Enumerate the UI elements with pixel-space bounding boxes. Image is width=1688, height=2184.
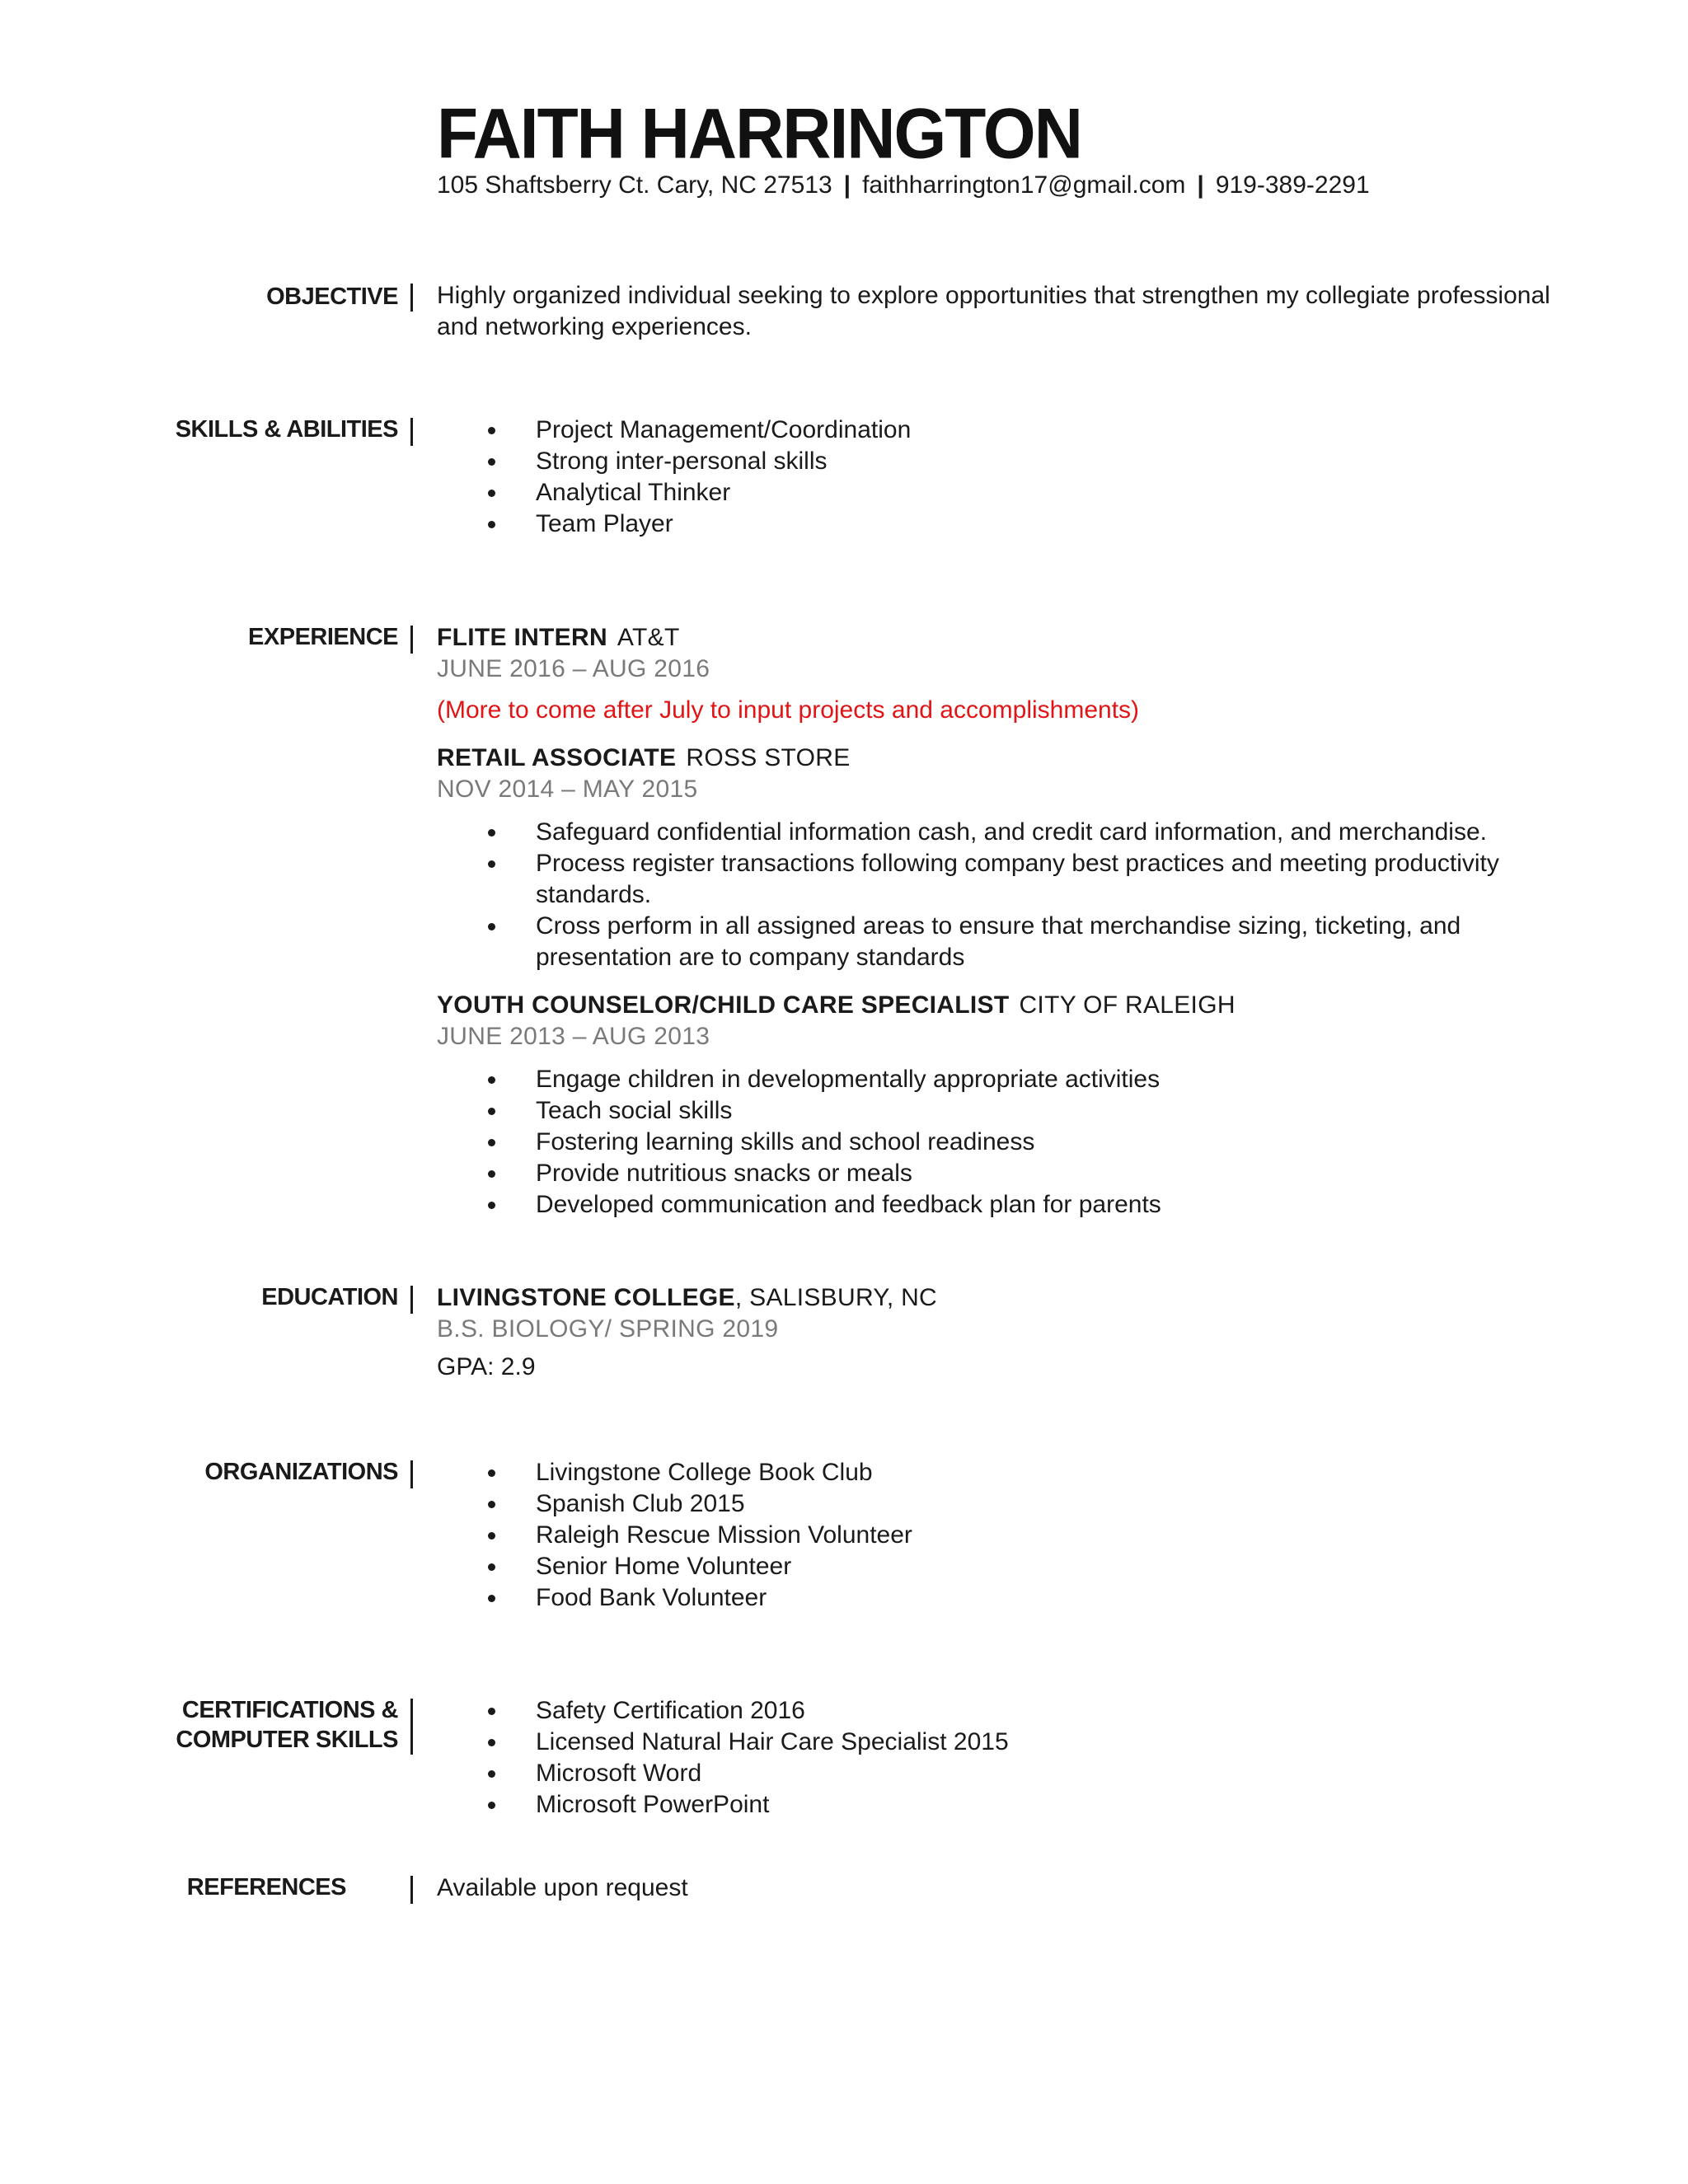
job-duties — [437, 817, 1533, 973]
job-dates: JUNE 2016 – AUG 2016 — [437, 655, 710, 682]
experience-label: EXPERIENCE — [248, 624, 398, 650]
list-item: Analytical Thinker — [437, 477, 1574, 509]
list-item: Fostering learning skills and school readiness — [437, 1127, 1574, 1158]
resume-name: FAITH HARRINGTON — [437, 94, 1081, 174]
objective-label: OBJECTIVE — [266, 284, 398, 310]
job-title: YOUTH COUNSELOR/CHILD CARE SPECIALIST — [437, 991, 1010, 1019]
list-item: Cross perform in all assigned areas to ensure that merchandise sizing, ticketing, and presentation are to company standards — [437, 911, 1533, 973]
job-title: FLITE INTERN — [437, 624, 607, 651]
list-item: Provide nutritious snacks or meals — [437, 1158, 1574, 1189]
experience-content — [437, 622, 1574, 1221]
list-item: Senior Home Volunteer — [437, 1551, 1574, 1582]
job-entry — [437, 743, 1574, 973]
job-dates: JUNE 2013 – AUG 2013 — [437, 1023, 710, 1050]
gpa: GPA: 2.9 — [437, 1353, 536, 1380]
job-title: RETAIL ASSOCIATE — [437, 744, 677, 771]
job-entry — [437, 622, 1574, 726]
list-item: Raleigh Rescue Mission Volunteer — [437, 1520, 1574, 1551]
list-item: Licensed Natural Hair Care Specialist 2015 — [437, 1727, 1574, 1758]
list-item: Food Bank Volunteer — [437, 1582, 1574, 1614]
email: faithharrington17@gmail.com — [862, 171, 1186, 199]
education-content — [437, 1282, 1574, 1383]
job-note: (More to come after July to input projects and accomplishments) — [437, 696, 1140, 724]
list-item: Microsoft Word — [437, 1758, 1574, 1789]
school-name: LIVINGSTONE COLLEGE — [437, 1284, 735, 1311]
certifications-label-line: CERTIFICATIONS & — [181, 1697, 398, 1723]
objective-text: Highly organized individual seeking to explore opportunities that strengthen my collegiate professional and networking experiences. — [437, 282, 1550, 340]
section-divider — [410, 1286, 413, 1314]
section-divider — [410, 1699, 413, 1755]
school-location: , SALISBURY, NC — [734, 1284, 938, 1311]
section-divider — [410, 1460, 413, 1488]
references-text: Available upon request — [437, 1874, 688, 1901]
list-item: Project Management/Coordination — [437, 415, 1574, 446]
list-item: Engage children in developmentally appropriate activities — [437, 1064, 1574, 1095]
job-entry — [437, 990, 1574, 1221]
list-item: Process register transactions following company best practices and meeting productivity standards. — [437, 848, 1533, 911]
certifications-list — [437, 1695, 1574, 1821]
list-item: Developed communication and feedback plan for parents — [437, 1189, 1574, 1221]
list-item: Safeguard confidential information cash, and credit card information, and merchandise. — [437, 817, 1533, 848]
organizations-content — [437, 1457, 1574, 1614]
organizations-list — [437, 1457, 1574, 1614]
references-content — [437, 1872, 1574, 1904]
list-item: Microsoft PowerPoint — [437, 1789, 1574, 1821]
certifications-label-line: COMPUTER SKILLS — [176, 1727, 398, 1753]
list-item: Team Player — [437, 509, 1574, 540]
degree: B.S. BIOLOGY/ SPRING 2019 — [437, 1315, 779, 1343]
section-divider — [410, 418, 413, 446]
job-dates: NOV 2014 – MAY 2015 — [437, 776, 698, 803]
skills-content — [437, 415, 1574, 540]
address: 105 Shaftsberry Ct. Cary, NC 27513 — [437, 171, 832, 199]
list-item: Teach social skills — [437, 1095, 1574, 1127]
contact-separator: | — [1197, 171, 1204, 199]
certifications-content — [437, 1695, 1574, 1821]
section-divider — [410, 284, 413, 312]
job-employer: ROSS STORE — [686, 744, 851, 771]
phone: 919-389-2291 — [1215, 171, 1370, 199]
job-employer: AT&T — [617, 624, 680, 651]
contact-line — [437, 171, 1370, 199]
certifications-label — [134, 1695, 398, 1755]
job-duties — [437, 1064, 1574, 1221]
organizations-label: ORGANIZATIONS — [204, 1459, 398, 1485]
education-label: EDUCATION — [261, 1284, 398, 1310]
skills-list — [437, 415, 1574, 540]
list-item: Strong inter-personal skills — [437, 446, 1574, 477]
list-item: Livingstone College Book Club — [437, 1457, 1574, 1488]
references-label: REFERENCES — [186, 1874, 346, 1900]
section-divider — [410, 626, 413, 654]
job-employer: CITY OF RALEIGH — [1019, 991, 1236, 1019]
objective-content — [437, 280, 1574, 343]
section-divider — [410, 1876, 413, 1904]
list-item: Spanish Club 2015 — [437, 1488, 1574, 1520]
list-item: Safety Certification 2016 — [437, 1695, 1574, 1727]
skills-label: SKILLS & ABILITIES — [175, 416, 398, 443]
contact-separator: | — [843, 171, 851, 199]
